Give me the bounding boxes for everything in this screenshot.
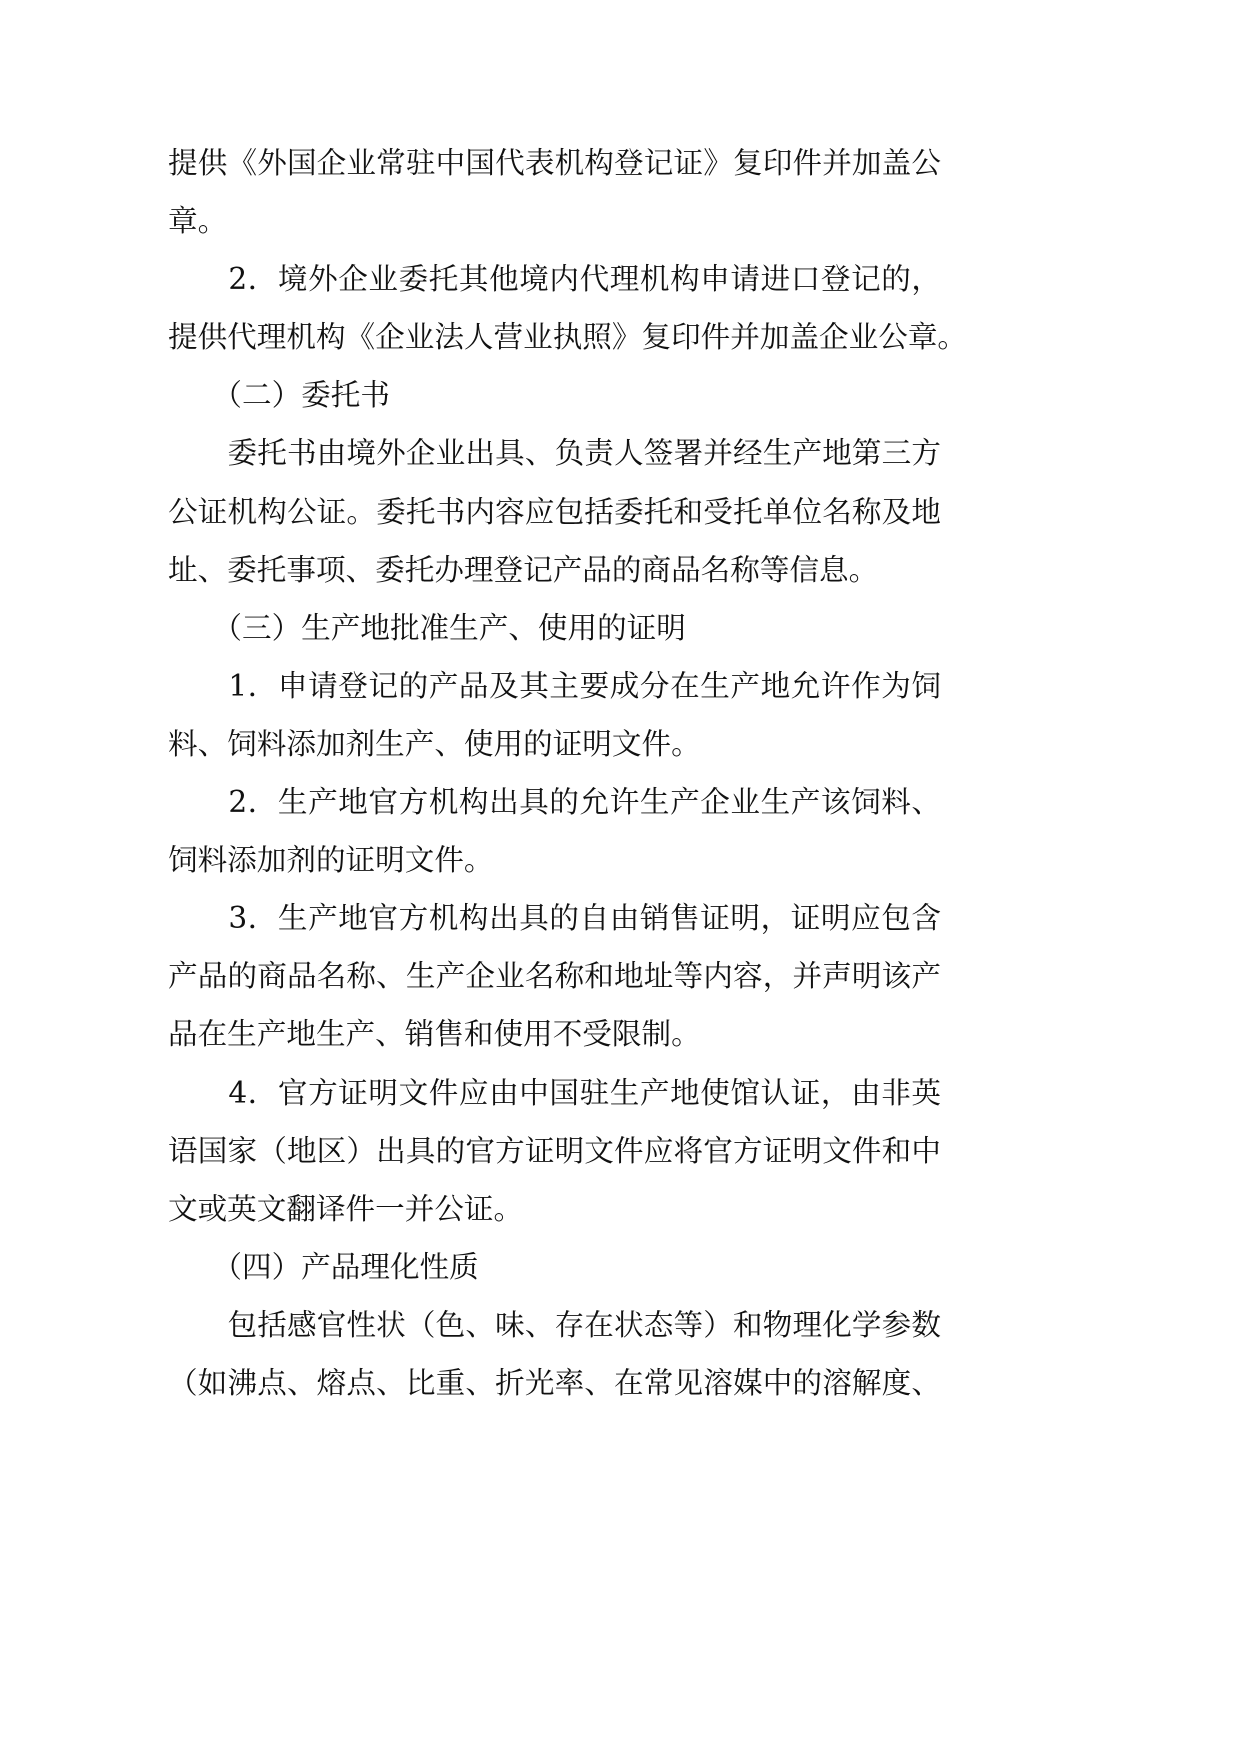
text-line: 语国家（地区）出具的官方证明文件应将官方证明文件和中 — [168, 1133, 941, 1168]
text-line: 2．生产地官方机构出具的允许生产企业生产该饲料、 — [168, 785, 941, 820]
section-heading — [168, 1238, 941, 1296]
text-line: 提供代理机构《企业法人营业执照》复印件并加盖企业公章。 — [168, 320, 968, 355]
text-line: 3．生产地官方机构出具的自由销售证明，证明应包含 — [168, 901, 941, 936]
text-line: 产品的商品名称、生产企业名称和地址等内容，并声明该产 — [168, 959, 941, 994]
text-line: 品在生产地生产、销售和使用不受限制。 — [168, 1017, 701, 1052]
paragraph — [168, 657, 941, 773]
text-line: （二）委托书 — [168, 378, 390, 413]
document-body — [168, 134, 968, 1412]
section-heading — [168, 366, 941, 424]
paragraph — [168, 134, 941, 250]
text-line: 4．官方证明文件应由中国驻生产地使馆认证，由非英 — [168, 1075, 941, 1110]
text-line: 公证机构公证。委托书内容应包括委托和受托单位名称及地 — [168, 494, 941, 529]
text-line: 1．申请登记的产品及其主要成分在生产地允许作为饲 — [168, 668, 941, 703]
text-line: 2．境外企业委托其他境内代理机构申请进口登记的， — [168, 262, 941, 297]
text-line: 章。 — [168, 204, 228, 239]
text-line: （四）产品理化性质 — [168, 1249, 479, 1284]
text-line: 料、饲料添加剂生产、使用的证明文件。 — [168, 726, 701, 761]
paragraph — [168, 424, 941, 598]
text-line: 提供《外国企业常驻中国代表机构登记证》复印件并加盖公 — [168, 146, 941, 180]
paragraph — [168, 889, 941, 1063]
text-line: 址、委托事项、委托办理登记产品的商品名称等信息。 — [168, 552, 879, 587]
section-heading — [168, 599, 941, 657]
paragraph — [168, 773, 941, 889]
text-line: 委托书由境外企业出具、负责人签署并经生产地第三方 — [168, 436, 941, 471]
paragraph — [168, 1296, 941, 1412]
text-line: 饲料添加剂的证明文件。 — [168, 843, 494, 878]
text-line: 文或英文翻译件一并公证。 — [168, 1191, 524, 1226]
paragraph — [168, 1064, 941, 1238]
text-line: （三）生产地批准生产、使用的证明 — [168, 610, 686, 645]
paragraph — [168, 250, 968, 366]
text-line: （如沸点、熔点、比重、折光率、在常见溶媒中的溶解度、 — [168, 1365, 941, 1400]
text-line: 包括感官性状（色、味、存在状态等）和物理化学参数 — [168, 1307, 941, 1342]
